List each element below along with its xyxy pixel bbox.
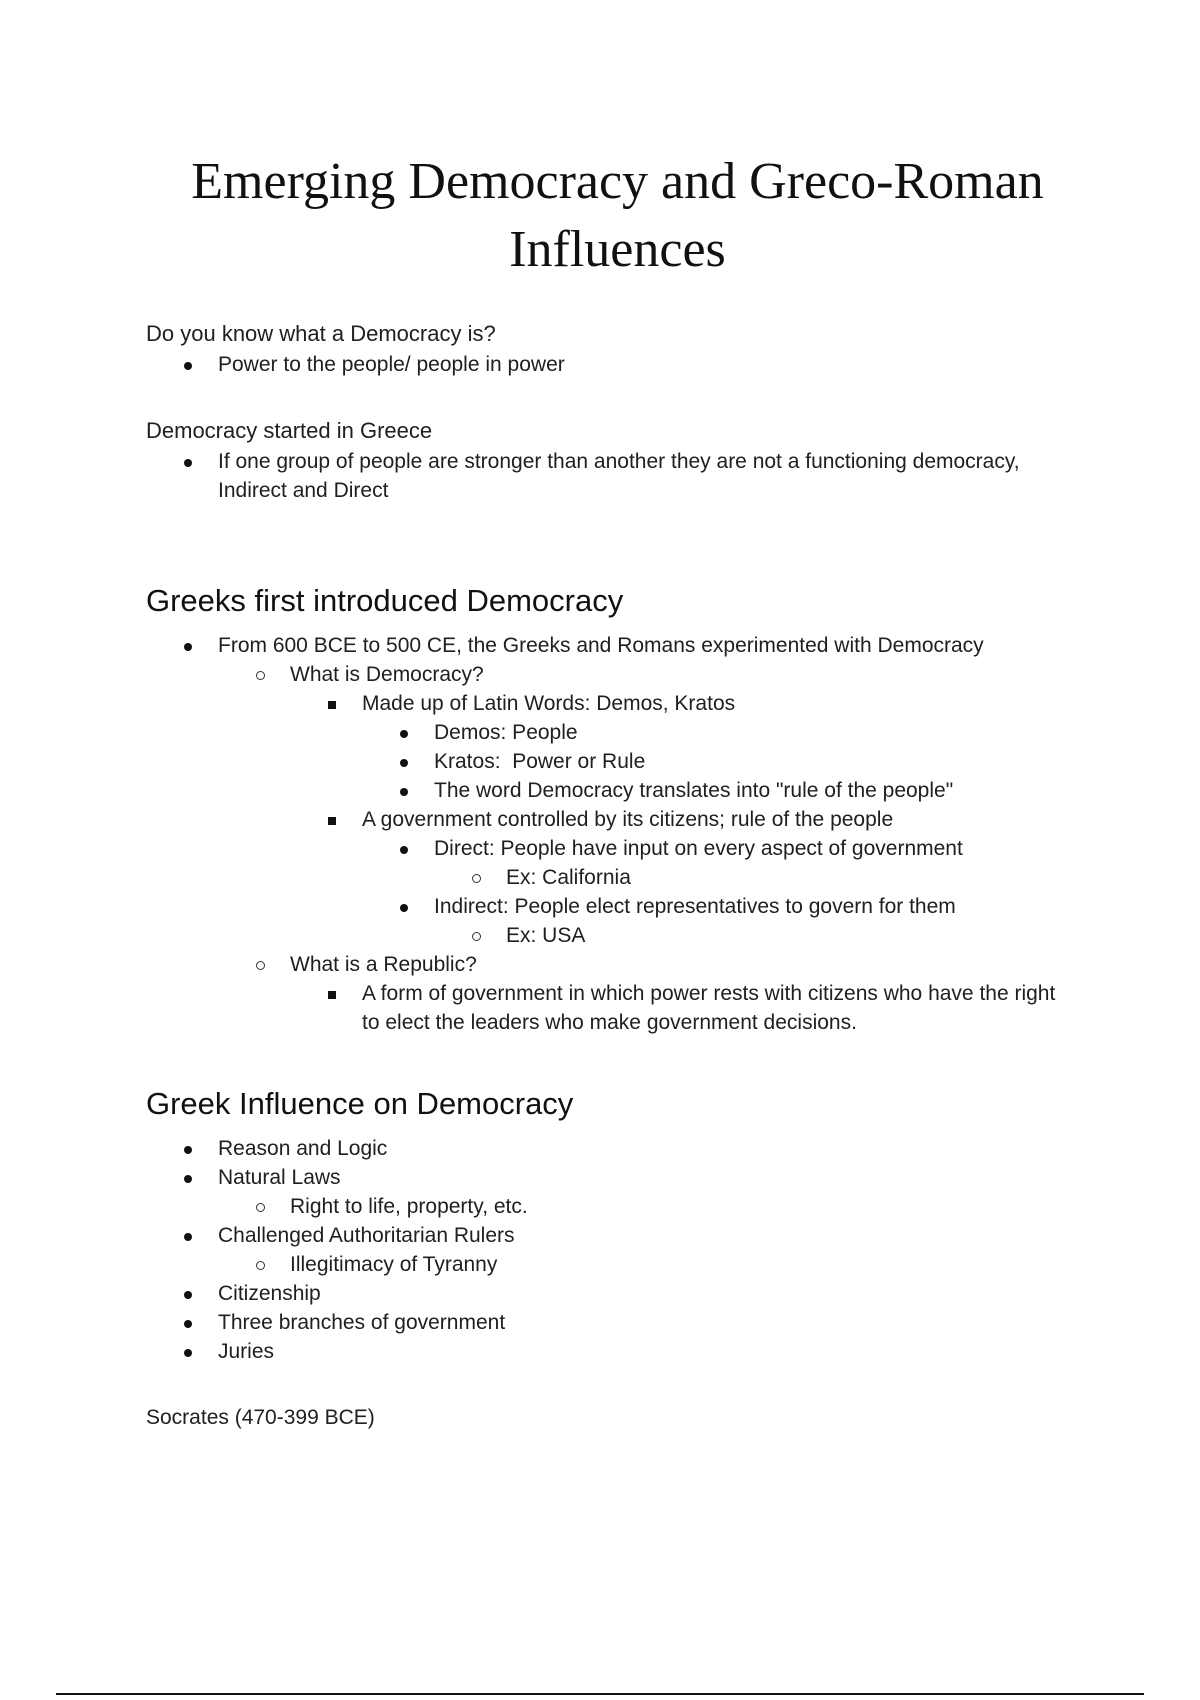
list-item [146, 689, 1076, 718]
list-item [146, 1308, 1076, 1337]
intro-block [146, 318, 1076, 379]
list-item-text: Right to life, property, etc. [290, 1195, 528, 1218]
bullet-circle-icon [256, 1261, 265, 1270]
list-item-text: Citizenship [218, 1282, 321, 1305]
page-bottom-divider [56, 1693, 1144, 1695]
list-item [146, 660, 1076, 689]
list-item [146, 1192, 1076, 1221]
list-item [146, 1134, 1076, 1163]
list-item-text: Indirect: People elect representatives to govern for them [434, 895, 956, 918]
list-item-text: A government controlled by its citizens; rule of the people [362, 808, 894, 831]
list-item-text: The word Democracy translates into "rule of the people" [434, 779, 954, 802]
list-item-text: Demos: People [434, 721, 578, 744]
bullet-dot-icon [184, 1175, 192, 1183]
list-item [146, 776, 1076, 805]
bullet-dot-icon [184, 362, 192, 370]
title-line-2: Influences [509, 221, 726, 278]
list-item-text: Illegitimacy of Tyranny [290, 1253, 498, 1276]
bullet-dot-icon [400, 730, 408, 738]
list-item-text: Made up of Latin Words: Demos, Kratos [362, 692, 736, 715]
title-line-1: Emerging Democracy and Greco-Roman [191, 153, 1044, 210]
list-item-text: A form of government in which power rests with citizens who have the right to elect the leaders who make government decisions. [362, 982, 1056, 1034]
bullet-dot-icon [184, 643, 192, 651]
origin-statement: Democracy started in Greece [146, 418, 433, 443]
footer-note: Socrates (470-399 BCE) [146, 1406, 375, 1429]
list-item [146, 1163, 1076, 1192]
list-item [146, 921, 1076, 950]
bullet-circle-icon [472, 932, 481, 941]
list-item-text: What is a Republic? [290, 953, 477, 976]
bullet-dot-icon [400, 788, 408, 796]
bullet-dot-icon [184, 459, 192, 467]
bullet-dot-icon [400, 759, 408, 767]
origin-list [146, 447, 1076, 505]
list-item-text: Reason and Logic [218, 1137, 388, 1160]
bullet-square-icon [328, 817, 336, 825]
list-item-text: Challenged Authoritarian Rulers [218, 1224, 515, 1247]
list-item [146, 834, 1076, 863]
bullet-dot-icon [400, 904, 408, 912]
bullet-circle-icon [256, 1203, 265, 1212]
bullet-circle-icon [256, 961, 265, 970]
bullet-dot-icon [184, 1291, 192, 1299]
list-item-text: Natural Laws [218, 1166, 341, 1189]
section2-list [146, 1134, 1076, 1366]
section-heading: Greek Influence on Democracy [146, 1086, 574, 1121]
list-item [146, 1337, 1076, 1366]
list-item-text: Power to the people/ people in power [218, 353, 565, 376]
list-item-text: What is Democracy? [290, 663, 484, 686]
bullet-dot-icon [184, 1146, 192, 1154]
bullet-square-icon [328, 701, 336, 709]
bullet-dot-icon [184, 1320, 192, 1328]
list-item [146, 447, 1076, 505]
section-heading: Greeks first introduced Democracy [146, 583, 624, 618]
section-greek-influence [146, 1084, 1076, 1366]
intro-question: Do you know what a Democracy is? [146, 321, 496, 346]
list-item-text: Juries [218, 1340, 275, 1363]
bullet-dot-icon [400, 846, 408, 854]
list-item-text: Ex: California [506, 866, 631, 889]
list-item [146, 747, 1076, 776]
list-item-text: If one group of people are stronger than another they are not a functioning democracy, Indirect and Direct [218, 450, 1020, 502]
list-item [146, 718, 1076, 747]
list-item [146, 805, 1076, 834]
list-item [146, 1221, 1076, 1250]
bullet-dot-icon [184, 1349, 192, 1357]
list-item-text: Kratos: Power or Rule [434, 750, 646, 773]
list-item [146, 350, 1076, 379]
section1-list [146, 631, 1076, 1037]
origin-block [146, 415, 1076, 505]
bullet-circle-icon [256, 671, 265, 680]
bullet-square-icon [328, 991, 336, 999]
intro-list [146, 350, 1076, 379]
list-item [146, 863, 1076, 892]
list-item-text: Ex: USA [506, 924, 586, 947]
list-item [146, 950, 1076, 979]
list-item [146, 1250, 1076, 1279]
list-item-text: Three branches of government [218, 1311, 506, 1334]
bullet-circle-icon [472, 874, 481, 883]
list-item [146, 631, 1076, 660]
page-title [120, 148, 1115, 284]
list-item [146, 892, 1076, 921]
list-item-text: From 600 BCE to 500 CE, the Greeks and Romans experimented with Democracy [218, 634, 984, 657]
footer-note-block [146, 1402, 1076, 1434]
list-item [146, 979, 1076, 1037]
list-item [146, 1279, 1076, 1308]
section-greeks-introduced [146, 581, 1076, 1037]
list-item-text: Direct: People have input on every aspect of government [434, 837, 963, 860]
bullet-dot-icon [184, 1233, 192, 1241]
